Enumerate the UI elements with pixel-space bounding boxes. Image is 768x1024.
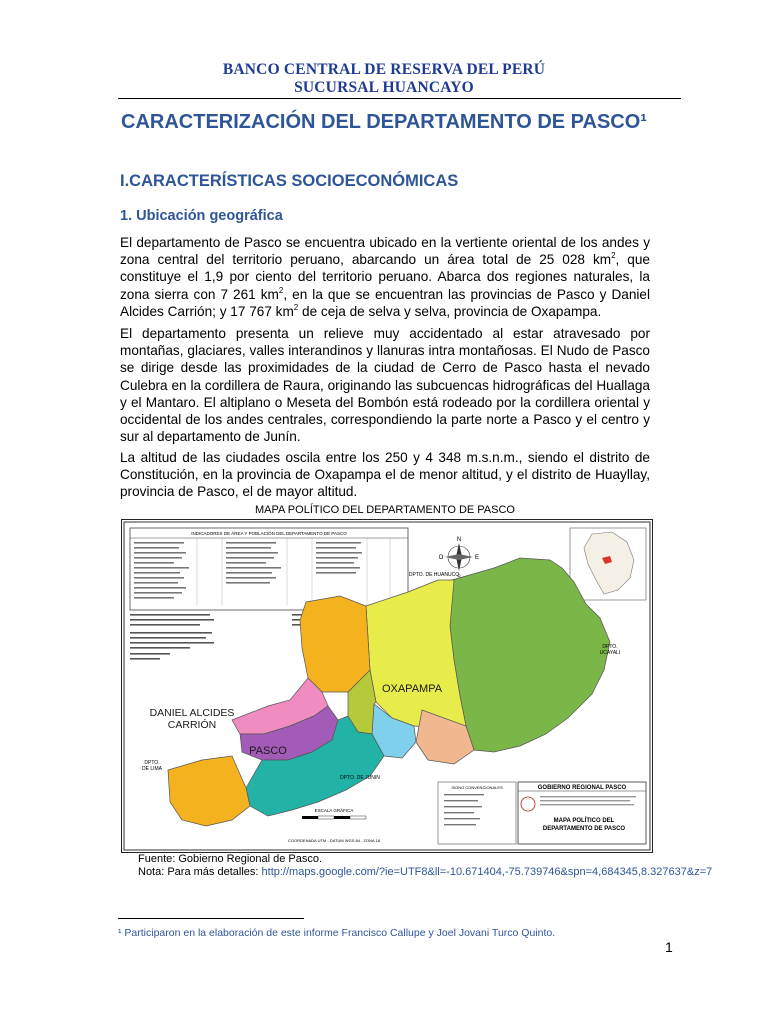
header-bank-name: BANCO CENTRAL DE RESERVA DEL PERÚ	[222, 61, 546, 78]
paragraph-relief: El departamento presenta un relieve muy accidentado al estar atravesado por montañas, glaciares, valles interandinos y llanuras intra montañosas. El Nudo de Pasco se dirige desde las proximidades de la ciudad de Cerro de Pasco hasta el nevado Culebra en la cordillera de Raura, originando las subcuencas hidrográficas del Huallaga y el Mantaro. El altiplano o Meseta del Bombón está rodeado por la cordillera oriental y occidental de los andes centrales, correspondiendo la parte norte a Pasco y el centro y sur al departamento de Junín.	[120, 326, 650, 445]
svg-text:E: E	[474, 555, 480, 561]
svg-text:MAPA POLÍTICO DEL: MAPA POLÍTICO DEL	[553, 818, 615, 824]
svg-text:UCAYALI: UCAYALI	[599, 650, 621, 656]
label-dac-1: DANIEL ALCIDES	[149, 707, 235, 719]
svg-text:O: O	[438, 555, 444, 561]
section-heading: I.CARACTERÍSTICAS SOCIOECONÓMICAS	[120, 172, 459, 190]
svg-text:GOBIERNO REGIONAL PASCO: GOBIERNO REGIONAL PASCO	[537, 785, 627, 791]
svg-text:DPTO. DE JUNIN: DPTO. DE JUNIN	[340, 775, 380, 781]
svg-text:COORDENADA UTM - DATUM WGS 84: COORDENADA UTM - DATUM WGS 84 - ZONA 18	[288, 838, 380, 843]
svg-text:DPTO.: DPTO.	[144, 760, 160, 766]
page-number: 1	[665, 939, 673, 955]
subsection-heading: 1. Ubicación geográfica	[120, 208, 283, 224]
svg-text:N: N	[456, 537, 462, 543]
map-source: Fuente: Gobierno Regional de Pasco.	[138, 853, 323, 865]
map-legend	[438, 782, 516, 844]
label-oxapampa: OXAPAMPA	[381, 683, 443, 695]
map-link[interactable]: http://maps.google.com/?ie=UTF8&ll=-10.671404,-75.739746&spn=4,684345,8.327637&z=7	[261, 866, 713, 878]
svg-text:SIGNO CONVENCIONALES: SIGNO CONVENCIONALES	[451, 785, 503, 790]
map-note: Nota: Para más detalles: http://maps.google.com/?ie=UTF8&ll=-10.671404,-75.739746&spn=4,684345,8.327637&z=7	[138, 866, 713, 878]
svg-text:ESCALA GRÁFICA: ESCALA GRÁFICA	[314, 808, 354, 813]
inset-peru-map	[570, 528, 646, 600]
svg-text:DPTO.: DPTO.	[602, 644, 618, 650]
table-title: INDICADORES DE ÁREA Y POBLACIÓN DEL DEPARTAMENTO DE PASCO	[191, 531, 347, 536]
svg-text:DE LIMA: DE LIMA	[141, 766, 163, 772]
svg-text:DPTO. DE HUANUCO: DPTO. DE HUANUCO	[408, 572, 460, 578]
header-branch: SUCURSAL HUANCAYO	[294, 79, 474, 96]
footnote-rule	[118, 918, 304, 919]
label-pasco: PASCO	[249, 745, 287, 757]
indicators-table	[130, 528, 408, 610]
political-map	[121, 519, 653, 853]
title-block	[518, 782, 646, 844]
paragraph-altitude: La altitud de las ciudades oscila entre los 250 y 4 348 m.s.n.m., siendo el distrito de Constitución, en la provincia de Oxapampa el de menor altitud, y el distrito de Huayllay, provincia de Pasco, el de mayor altitud.	[120, 450, 650, 500]
document-title: CARACTERIZACIÓN DEL DEPARTAMENTO DE PASCO¹	[121, 111, 647, 133]
header-rule	[118, 98, 681, 99]
map-caption: MAPA POLÍTICO DEL DEPARTAMENTO DE PASCO	[255, 504, 515, 516]
footnote: ¹ Participaron en la elaboración de este informe Francisco Callupe y Joel Jovani Turco Quinto.	[118, 927, 556, 939]
svg-text:DEPARTAMENTO DE PASCO: DEPARTAMENTO DE PASCO	[542, 826, 626, 832]
label-dac-2: CARRIÓN	[167, 719, 217, 731]
paragraph-location: El departamento de Pasco se encuentra ubicado en la vertiente oriental de los andes y zona central del territorio peruano, abarcando un área total de 25 028 $km^2$, que constituye el 1,9 por ciento del territorio peruano. Abarca dos regiones naturales, la zona sierra con 7 261 $km^2$, en la que se encuentran las provincias de Pasco y Daniel Alcides Carrión; y 17 767 $km^2$ de ceja de selva y selva, provincia de Oxapampa.	[120, 235, 650, 319]
